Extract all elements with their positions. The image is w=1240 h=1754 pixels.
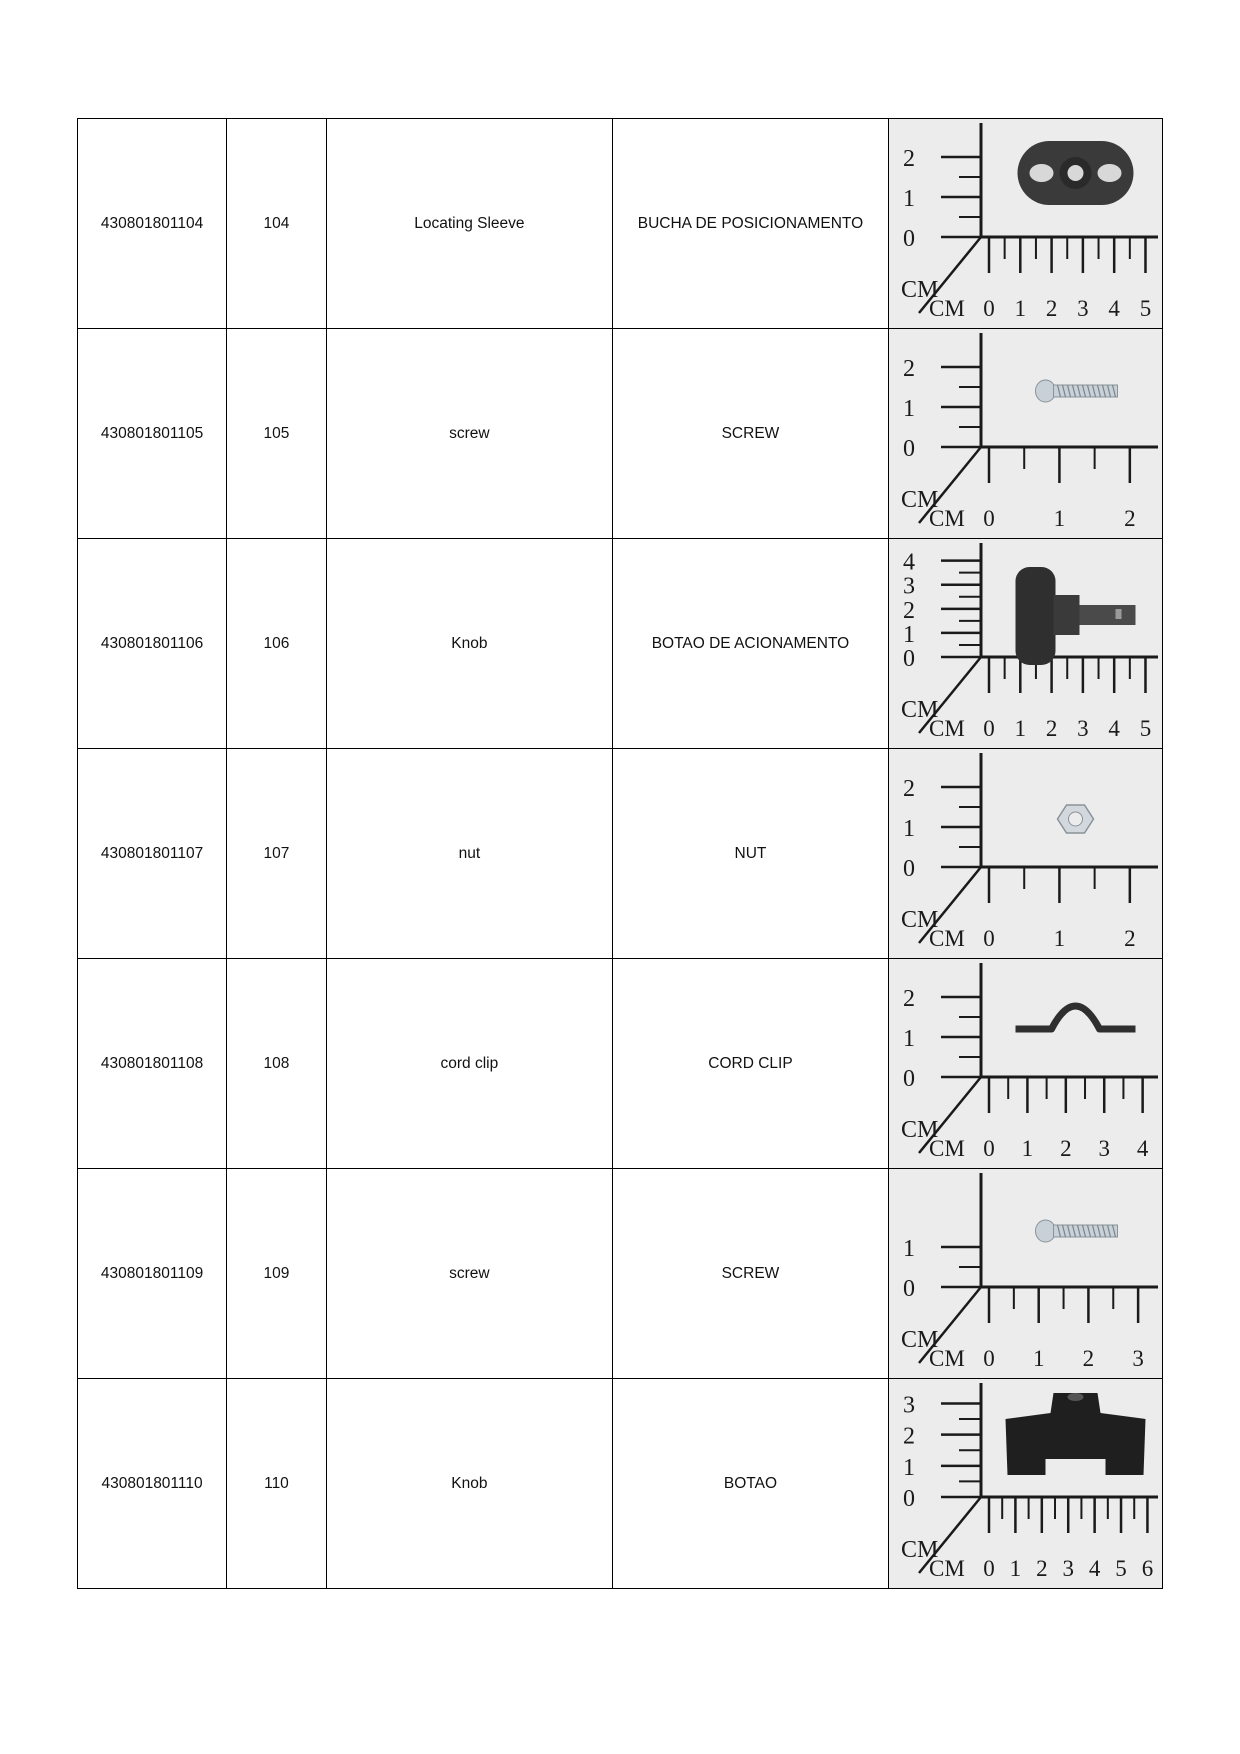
ruler-v-label: 3 bbox=[902, 1392, 915, 1419]
position-cell bbox=[227, 1379, 327, 1589]
ruler-h-label: 3 bbox=[1062, 1556, 1074, 1581]
ruler-unit-label: CM bbox=[928, 1346, 965, 1371]
ruler-v-label: 1 bbox=[902, 621, 915, 648]
description-pt: NUT bbox=[734, 844, 767, 862]
ruler-h-label: 1 bbox=[1053, 926, 1066, 951]
position-number: 108 bbox=[263, 1054, 290, 1072]
part-image-cell bbox=[888, 959, 1162, 1169]
table-row bbox=[78, 329, 1163, 539]
ruler-h-label: 0 bbox=[983, 1136, 995, 1161]
part-code: 430801801105 bbox=[100, 424, 204, 442]
ruler-v-label: 2 bbox=[902, 146, 915, 172]
ruler-h-label: 0 bbox=[983, 1556, 995, 1581]
part-code: 430801801110 bbox=[101, 1474, 203, 1492]
ruler-v-label: 1 bbox=[902, 816, 915, 842]
ruler-v-label: 0 bbox=[902, 1066, 915, 1092]
ruler-h-label: 3 bbox=[1132, 1346, 1144, 1371]
ruler-unit-label: CM bbox=[928, 716, 965, 741]
ruler-h-label: 2 bbox=[1124, 506, 1136, 531]
ruler-unit-label: CM bbox=[928, 506, 965, 531]
ruler-h-label: 3 bbox=[1077, 296, 1089, 321]
ruler-unit-label: CM bbox=[928, 1556, 965, 1581]
part-code-cell bbox=[78, 1379, 227, 1589]
part-code-cell bbox=[78, 539, 227, 749]
ruler-h-label: 0 bbox=[983, 506, 995, 531]
part-image-cell bbox=[888, 329, 1162, 539]
ruler-h-label: 5 bbox=[1139, 716, 1152, 741]
ruler-unit-label: CM bbox=[900, 1117, 939, 1143]
parts-table bbox=[77, 118, 1163, 1589]
parts-table-body bbox=[78, 119, 1163, 1589]
ruler-h-label: 1 bbox=[1014, 296, 1027, 321]
screw-scale-photo bbox=[889, 1169, 1160, 1378]
part-code-cell bbox=[78, 959, 227, 1169]
locating-sleeve-photo bbox=[1017, 141, 1133, 205]
ruler-h-label: 0 bbox=[983, 296, 995, 321]
position-cell bbox=[227, 749, 327, 959]
description-en-cell bbox=[326, 329, 612, 539]
part-image-cell bbox=[888, 539, 1162, 749]
part-code-cell bbox=[78, 119, 227, 329]
ruler-v-label: 2 bbox=[902, 1423, 915, 1450]
ruler-h-label: 4 bbox=[1108, 716, 1120, 741]
ruler-h-label: 1 bbox=[1014, 716, 1027, 741]
table-row bbox=[78, 119, 1163, 329]
description-pt-cell bbox=[612, 329, 888, 539]
table-row bbox=[78, 1379, 1163, 1589]
ruler-h-label: 2 bbox=[1036, 1556, 1048, 1581]
ruler-v-label: 1 bbox=[902, 1454, 915, 1481]
ruler-h-label: 6 bbox=[1141, 1556, 1154, 1581]
ruler-v-label: 1 bbox=[902, 1026, 915, 1052]
ruler-v-label: 1 bbox=[902, 396, 915, 422]
ruler-v-label: 0 bbox=[902, 436, 915, 462]
ruler-h-label: 5 bbox=[1115, 1556, 1127, 1581]
part-image-cell bbox=[888, 119, 1162, 329]
description-pt-cell bbox=[612, 539, 888, 749]
ruler-h-label: 2 bbox=[1045, 296, 1058, 321]
description-en: nut bbox=[458, 844, 481, 862]
table-row bbox=[78, 959, 1163, 1169]
ruler-h-label: 1 bbox=[1021, 1136, 1034, 1161]
position-number: 106 bbox=[263, 634, 290, 652]
part-code-cell bbox=[78, 1169, 227, 1379]
ruler-v-label: 2 bbox=[902, 986, 915, 1012]
position-number: 104 bbox=[263, 214, 290, 232]
position-cell bbox=[227, 119, 327, 329]
description-pt-cell bbox=[612, 1169, 888, 1379]
ruler-v-label: 0 bbox=[902, 856, 915, 882]
ruler-unit-label: CM bbox=[900, 697, 939, 723]
ruler-v-label: 0 bbox=[902, 1486, 915, 1512]
part-code: 430801801109 bbox=[100, 1264, 204, 1282]
position-number: 107 bbox=[263, 844, 290, 862]
position-number: 105 bbox=[263, 424, 290, 442]
ruler-v-label: 2 bbox=[902, 597, 915, 624]
ruler-h-label: 2 bbox=[1060, 1136, 1072, 1161]
ruler-h-label: 1 bbox=[1032, 1346, 1045, 1371]
description-en-cell bbox=[326, 1379, 612, 1589]
ruler-v-label: 3 bbox=[902, 573, 915, 600]
ruler-unit-label: CM bbox=[900, 1327, 939, 1353]
ruler-unit-label: CM bbox=[900, 277, 939, 303]
ruler-h-label: 1 bbox=[1053, 506, 1066, 531]
ruler-v-label: 4 bbox=[902, 549, 915, 576]
ruler-h-label: 0 bbox=[983, 716, 995, 741]
part-code: 430801801104 bbox=[100, 214, 204, 232]
part-image-cell bbox=[888, 749, 1162, 959]
ruler-unit-label: CM bbox=[900, 907, 939, 933]
ruler-h-label: 3 bbox=[1098, 1136, 1110, 1161]
description-en: Locating Sleeve bbox=[414, 214, 525, 232]
table-row bbox=[78, 539, 1163, 749]
ruler-h-label: 0 bbox=[983, 1346, 995, 1371]
table-row bbox=[78, 1169, 1163, 1379]
ruler-h-label: 4 bbox=[1108, 296, 1120, 321]
description-pt: BOTAO bbox=[723, 1474, 777, 1492]
cord-clip-scale-photo bbox=[889, 959, 1160, 1168]
description-pt: SCREW bbox=[721, 1264, 780, 1282]
ruler-v-label: 0 bbox=[902, 226, 915, 252]
position-cell bbox=[227, 959, 327, 1169]
locating-sleeve-scale-photo bbox=[889, 119, 1160, 328]
table-row bbox=[78, 749, 1163, 959]
description-en: Knob bbox=[451, 634, 488, 652]
position-number: 109 bbox=[263, 1264, 290, 1282]
ruler-v-label: 0 bbox=[902, 1276, 915, 1302]
ruler-h-label: 5 bbox=[1139, 296, 1152, 321]
description-en-cell bbox=[326, 119, 612, 329]
ruler-h-label: 2 bbox=[1082, 1346, 1095, 1371]
part-code: 430801801108 bbox=[100, 1054, 204, 1072]
part-image-cell bbox=[888, 1379, 1162, 1589]
ruler-h-label: 4 bbox=[1136, 1136, 1149, 1161]
ruler-h-label: 1 bbox=[1009, 1556, 1022, 1581]
ruler-unit-label: CM bbox=[928, 926, 965, 951]
description-en: Knob bbox=[451, 1474, 488, 1492]
ruler-h-label: 2 bbox=[1124, 926, 1136, 951]
part-image-cell bbox=[888, 1169, 1162, 1379]
description-pt-cell bbox=[612, 119, 888, 329]
ruler-v-label: 0 bbox=[902, 646, 915, 672]
position-number: 110 bbox=[264, 1474, 289, 1492]
description-pt: BOTAO DE ACIONAMENTO bbox=[651, 634, 850, 652]
knob-scale-photo bbox=[889, 539, 1160, 748]
ruler-v-label: 2 bbox=[902, 776, 915, 802]
part-code: 430801801106 bbox=[100, 634, 204, 652]
wing-knob-scale-photo bbox=[889, 1379, 1160, 1588]
ruler-v-label: 2 bbox=[902, 356, 915, 382]
description-en-cell bbox=[326, 539, 612, 749]
ruler-unit-label: CM bbox=[928, 296, 965, 321]
position-cell bbox=[227, 329, 327, 539]
description-en: cord clip bbox=[440, 1054, 499, 1072]
screw-scale-photo bbox=[889, 329, 1160, 538]
ruler-h-label: 0 bbox=[983, 926, 995, 951]
description-en: screw bbox=[449, 424, 490, 442]
ruler-unit-label: CM bbox=[900, 1537, 939, 1563]
ruler-h-label: 2 bbox=[1045, 716, 1058, 741]
nut-scale-photo bbox=[889, 749, 1160, 958]
description-en-cell bbox=[326, 749, 612, 959]
ruler-h-label: 3 bbox=[1077, 716, 1089, 741]
description-en-cell bbox=[326, 1169, 612, 1379]
description-en-cell bbox=[326, 959, 612, 1169]
description-pt-cell bbox=[612, 959, 888, 1169]
part-code-cell bbox=[78, 749, 227, 959]
ruler-v-label: 1 bbox=[902, 1236, 915, 1262]
description-pt: BUCHA DE POSICIONAMENTO bbox=[637, 214, 864, 232]
part-code: 430801801107 bbox=[100, 844, 204, 862]
ruler-v-label: 1 bbox=[902, 186, 915, 212]
ruler-unit-label: CM bbox=[928, 1136, 965, 1161]
description-pt-cell bbox=[612, 1379, 888, 1589]
ruler-h-label: 4 bbox=[1088, 1556, 1101, 1581]
description-pt: SCREW bbox=[721, 424, 780, 442]
ruler-unit-label: CM bbox=[900, 487, 939, 513]
description-pt-cell bbox=[612, 749, 888, 959]
position-cell bbox=[227, 539, 327, 749]
position-cell bbox=[227, 1169, 327, 1379]
description-pt: CORD CLIP bbox=[708, 1054, 793, 1072]
description-en: screw bbox=[449, 1264, 490, 1282]
part-code-cell bbox=[78, 329, 227, 539]
